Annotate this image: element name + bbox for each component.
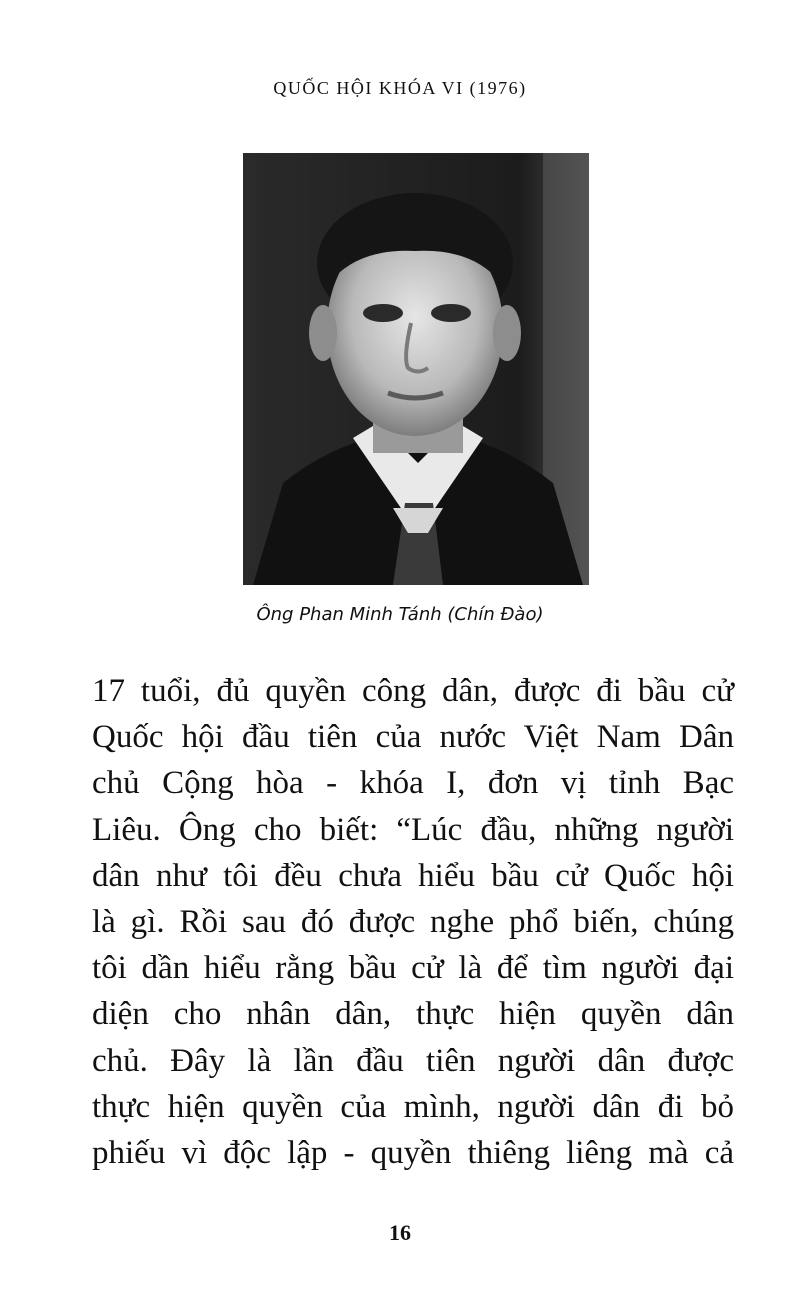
photo-caption: Ông Phan Minh Tánh (Chín Đào) [256, 604, 544, 625]
portrait-photo [243, 153, 589, 585]
text-line: 17 tuổi, đủ quyền công dân, được đi bầu cử [92, 673, 734, 709]
text-line: thực hiện quyền của mình, người dân đi bỏ [92, 1088, 734, 1125]
text-line: chủ Cộng hòa - khóa I, đơn vị tỉnh Bạc [92, 765, 734, 802]
text-line: diện cho nhân dân, thực hiện quyền dân [92, 996, 734, 1033]
text-line: tôi dần hiểu rằng bầu cử là để tìm người đại [92, 950, 734, 987]
text-line: Liêu. Ông cho biết: “Lúc đầu, những người [92, 811, 734, 848]
text-line: Quốc hội đầu tiên của nước Việt Nam Dân [92, 719, 734, 756]
text-line: chủ. Đây là lần đầu tiên người dân được [92, 1042, 734, 1079]
running-header: QUỐC HỘI KHÓA VI (1976) [273, 78, 527, 98]
page-number: 16 [389, 1220, 411, 1245]
text-line: là gì. Rồi sau đó được nghe phổ biến, chúng [92, 904, 734, 941]
text-line: dân như tôi đều chưa hiểu bầu cử Quốc hội [92, 857, 734, 894]
text-line: phiếu vì độc lập - quyền thiêng liêng mà cả [92, 1135, 734, 1172]
body-paragraph [92, 668, 734, 1176]
